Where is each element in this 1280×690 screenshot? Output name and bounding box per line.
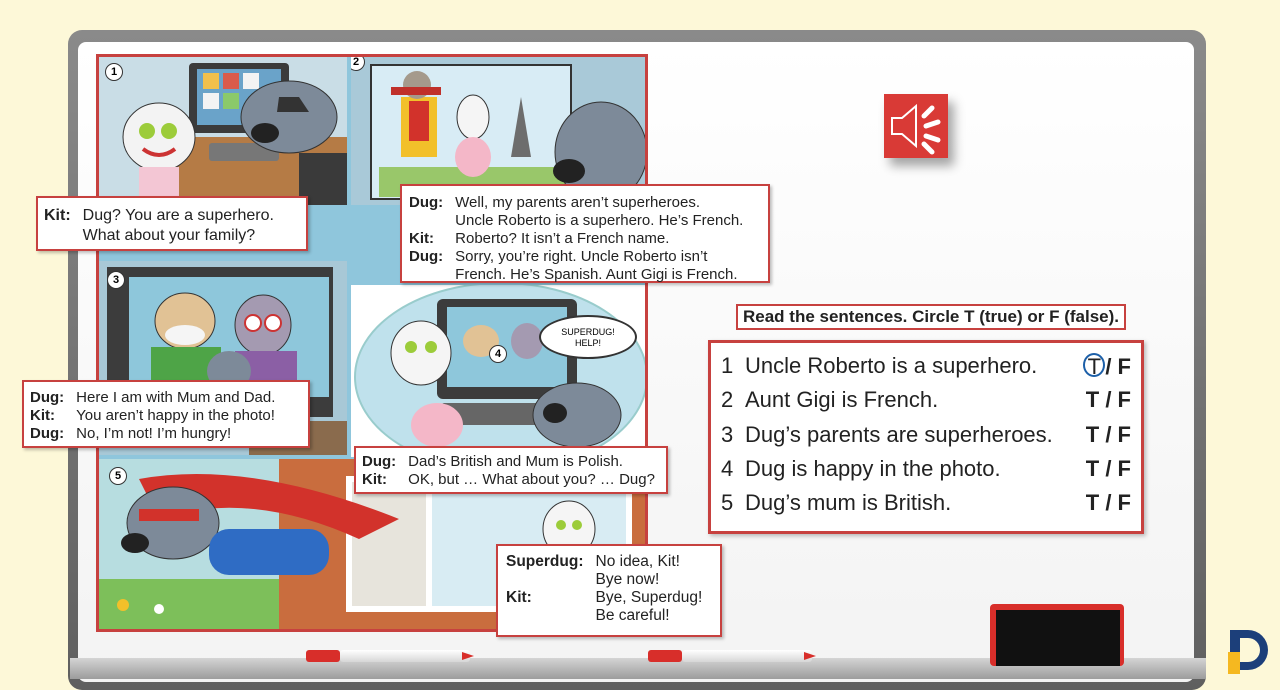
true-false-options[interactable]: T / F [1085, 387, 1131, 412]
dialogue-line: What about your family? [82, 227, 256, 244]
exercise-item-3 [721, 422, 1135, 452]
bubble-dug-panel-2-lines [409, 194, 743, 284]
bubble-superdug-panel-5-lines [506, 553, 702, 625]
item-sentence: Uncle Roberto is a superhero. [745, 353, 1038, 378]
true-false-options[interactable]: T / F [1085, 490, 1131, 515]
speaker-label: Dug: [362, 453, 397, 470]
item-sentence: Dug’s mum is British. [745, 490, 952, 515]
dialogue-line: No, I’m not! I’m hungry! [76, 425, 232, 442]
dialogue-line: Sorry, you’re right. Uncle Roberto isn’t [455, 248, 708, 265]
dialogue-line: Dug? You are a superhero. [82, 207, 274, 224]
audio-play-button[interactable] [884, 94, 948, 158]
dialogue-line: Well, my parents aren’t superheroes. [455, 194, 700, 211]
speaker-label: Kit: [44, 207, 71, 224]
bubble-dug-panel-3-lines [30, 389, 275, 443]
dialogue-line: No idea, Kit! [595, 553, 680, 570]
speaker-label [506, 571, 596, 589]
board-eraser-felt [996, 610, 1120, 666]
bubble-dug-panel-4-lines [362, 453, 655, 489]
speaker-label [506, 607, 596, 625]
brand-logo-icon [1226, 624, 1274, 676]
comic-panel-2 [351, 57, 645, 205]
bubble-kit-panel-1 [36, 196, 308, 251]
bubble-kit-panel-1-lines [44, 206, 274, 246]
speaker-label: Kit: [30, 407, 55, 424]
speaker-label: Kit: [409, 230, 434, 247]
comic-panel-1 [99, 57, 347, 205]
dialogue-line: Be careful! [595, 607, 670, 624]
screen-sign [539, 315, 637, 359]
bubble-superdug-panel-5 [496, 544, 722, 637]
panel-1-illustration [99, 57, 347, 205]
true-false-options[interactable]: T / F [1085, 422, 1131, 447]
red-marker-2[interactable] [648, 648, 816, 664]
bubble-dug-panel-4 [354, 446, 668, 494]
speaker-label [409, 266, 455, 284]
bubble-dug-panel-2 [400, 184, 770, 283]
item-sentence: Aunt Gigi is French. [745, 387, 939, 412]
item-number: 2 [721, 387, 734, 412]
speaker-label [44, 226, 83, 246]
true-false-options [1083, 353, 1131, 380]
exercise-item-4 [721, 456, 1135, 486]
panel-1-number: 1 [105, 63, 123, 81]
option-true-circled[interactable]: T [1083, 353, 1105, 377]
panel-2-illustration [351, 57, 645, 205]
dialogue-line: Bye, Superdug! [595, 589, 703, 606]
panel-5-number: 5 [109, 467, 127, 485]
panel-3-number: 3 [107, 271, 125, 289]
dialogue-line: Here I am with Mum and Dad. [76, 389, 276, 406]
speaker-label: Dug: [409, 248, 444, 265]
exercise-instruction: Read the sentences. Circle T (true) or F (false). [736, 304, 1126, 330]
speaker-label: Kit: [362, 471, 387, 488]
item-number: 5 [721, 490, 734, 515]
option-false[interactable]: / F [1105, 354, 1131, 379]
dialogue-line: Dad’s British and Mum is Polish. [408, 453, 623, 470]
dialogue-line: Bye now! [595, 571, 660, 588]
item-sentence: Dug’s parents are superheroes. [745, 422, 1053, 447]
item-number: 3 [721, 422, 734, 447]
panel-4-illustration [351, 285, 645, 457]
speaker-icon [884, 94, 948, 158]
bubble-dug-panel-3 [22, 380, 310, 448]
speaker-label [409, 212, 455, 230]
dialogue-line: You aren’t happy in the photo! [76, 407, 275, 424]
dialogue-line: OK, but … What about you? … Dug? [408, 471, 655, 488]
screen-sign-text: SUPERDUG! HELP! [561, 327, 615, 348]
speaker-label: Kit: [506, 589, 532, 606]
red-marker-1[interactable] [306, 648, 474, 664]
dialogue-line: Uncle Roberto is a superhero. He’s French. [455, 212, 744, 229]
true-false-exercise [708, 340, 1144, 534]
speaker-label: Dug: [30, 389, 65, 406]
comic-panel-4 [351, 285, 645, 457]
speaker-label: Superdug: [506, 553, 584, 570]
panel-4-number: 4 [489, 345, 507, 363]
true-false-options[interactable]: T / F [1085, 456, 1131, 481]
dialogue-line: Roberto? It isn’t a French name. [455, 230, 670, 247]
item-sentence: Dug is happy in the photo. [745, 456, 1001, 481]
exercise-item-1 [721, 353, 1135, 383]
item-number: 1 [721, 353, 734, 378]
item-number: 4 [721, 456, 734, 481]
speaker-label: Dug: [30, 425, 65, 442]
dialogue-line: French. He’s Spanish. Aunt Gigi is French. [455, 266, 738, 283]
panel-2-number: 2 [351, 57, 365, 71]
exercise-item-2 [721, 387, 1135, 417]
speaker-label: Dug: [409, 194, 444, 211]
exercise-item-5 [721, 490, 1135, 520]
